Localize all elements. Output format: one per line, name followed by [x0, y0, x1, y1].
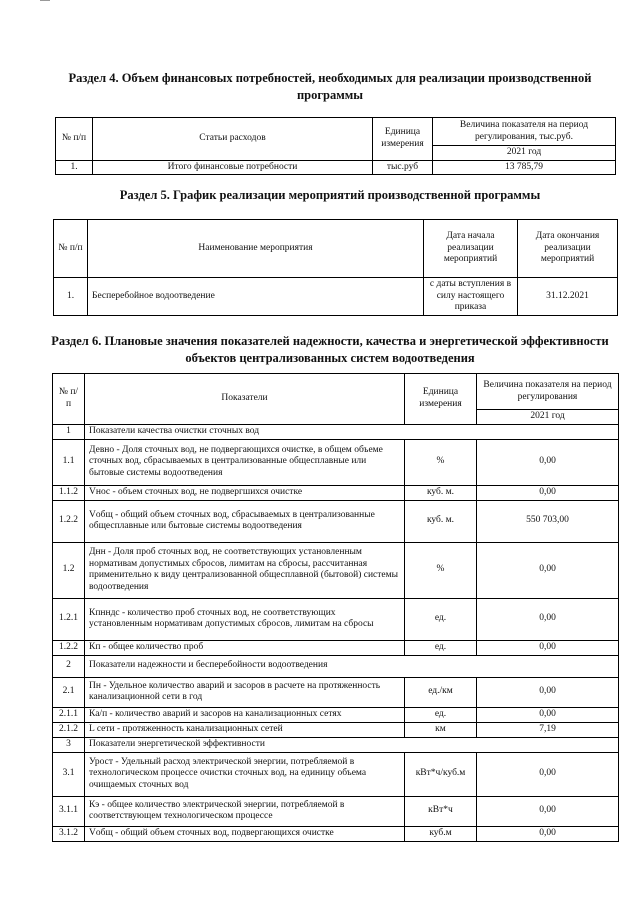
- s6-row-num: 1: [53, 424, 85, 439]
- s6-header-year: 2021 год: [477, 410, 619, 425]
- s6-row-text: Пн - Удельное количество аварий и засоров в расчете на протяженность канализационной сети в год: [85, 677, 405, 707]
- table-row: [53, 796, 619, 826]
- s6-row-num: 3.1: [53, 752, 85, 796]
- table-row: [54, 278, 618, 316]
- s4-row-unit: тыс.руб: [373, 160, 433, 175]
- s6-row-num: 1.2.2: [53, 640, 85, 655]
- scan-mark: [40, 0, 50, 2]
- table-row: [53, 677, 619, 707]
- s4-header-num: № п/п: [56, 118, 93, 161]
- s6-row-value: 0,00: [477, 677, 619, 707]
- s6-row-value: 0,00: [477, 796, 619, 826]
- s6-header-value: Величина показателя на период регулирования: [477, 374, 619, 410]
- s6-row-text: Vобщ - общий объем сточных вод, подвергающихся очистке: [85, 826, 405, 841]
- s5-row-end: 31.12.2021: [518, 278, 618, 316]
- s6-row-num: 1.1.2: [53, 485, 85, 500]
- s5-row-name: Бесперебойное водоотведение: [88, 278, 424, 316]
- s6-row-unit: куб. м.: [405, 485, 477, 500]
- s6-row-value: 0,00: [477, 707, 619, 722]
- table-row: [53, 500, 619, 542]
- table-row: [53, 826, 619, 841]
- s6-header-num: № п/п: [53, 374, 85, 425]
- section4-table: [55, 117, 616, 175]
- table-row: [53, 737, 619, 752]
- s6-row-text: Vнос - объем сточных вод, не подвергшихся очистке: [85, 485, 405, 500]
- s5-header-name: Наименование мероприятия: [88, 220, 424, 278]
- s6-row-num: 1.1: [53, 439, 85, 485]
- s6-row-text: Кп - общее количество проб: [85, 640, 405, 655]
- section5-title: Раздел 5. График реализации мероприятий производственной программы: [119, 188, 541, 202]
- s6-row-num: 2: [53, 655, 85, 677]
- table-row: [56, 160, 616, 175]
- s6-row-unit: %: [405, 439, 477, 485]
- s6-row-text: Урост - Удельный расход электрической энергии, потребляемой в технологическом процессе очистки сточных вод, на единицу объема очищаемых сточных вод: [85, 752, 405, 796]
- s6-row-value: 0,00: [477, 485, 619, 500]
- s6-row-value: 7,19: [477, 722, 619, 737]
- s6-row-num: 1.2.2: [53, 500, 85, 542]
- table-row: [53, 598, 619, 640]
- s4-header-value: Величина показателя на период регулирования, тыс.руб.: [433, 118, 616, 146]
- table-row: [53, 752, 619, 796]
- s6-row-value: 0,00: [477, 752, 619, 796]
- s6-row-unit: куб. м.: [405, 500, 477, 542]
- table-row: [53, 707, 619, 722]
- s6-row-value: 0,00: [477, 439, 619, 485]
- s5-header-end: Дата окончания реализации мероприятий: [518, 220, 618, 278]
- s5-header-start: Дата начала реализации мероприятий: [424, 220, 518, 278]
- table-row: [53, 640, 619, 655]
- s6-row-unit: %: [405, 542, 477, 598]
- table-row: [53, 542, 619, 598]
- s6-row-unit: км: [405, 722, 477, 737]
- s6-row-value: 550 703,00: [477, 500, 619, 542]
- s5-row-num: 1.: [54, 278, 88, 316]
- section6-table: [52, 373, 619, 842]
- s6-row-unit: ед.: [405, 598, 477, 640]
- s6-row-text: Днн - Доля проб сточных вод, не соответствующих установленным нормативам допустимых сбросов, лимитам на сбросы, рассчитанная применительно к виду централизованной общесплавной (бытовой) системы водоотведения: [85, 542, 405, 598]
- s4-header-unit: Единица измерения: [373, 118, 433, 161]
- section6-title: Раздел 6. Плановые значения показателей надежности, качества и энергетической эффективности объектов централизованных систем водоотведения: [51, 334, 609, 365]
- s6-row-text: Показатели качества очистки сточных вод: [85, 424, 619, 439]
- s6-row-text: Девно - Доля сточных вод, не подвергающихся очистке, в общем объеме сточных вод, сбрасываемых в централизованные общесплавные или бытовые системы водоотведения: [85, 439, 405, 485]
- s6-row-text: Ка/п - количество аварий и засоров на канализационных сетях: [85, 707, 405, 722]
- s6-row-text: Показатели надежности и бесперебойности водоотведения: [85, 655, 619, 677]
- s6-row-text: L сети - протяженность канализационных сетей: [85, 722, 405, 737]
- s6-row-unit: кВт*ч: [405, 796, 477, 826]
- section5-table: [53, 219, 618, 316]
- s6-row-num: 3: [53, 737, 85, 752]
- s6-row-unit: куб.м: [405, 826, 477, 841]
- s6-row-num: 1.2.1: [53, 598, 85, 640]
- s6-header-unit: Единица измерения: [405, 374, 477, 425]
- s6-row-num: 2.1.2: [53, 722, 85, 737]
- s6-row-value: 0,00: [477, 640, 619, 655]
- s6-row-unit: кВт*ч/куб.м: [405, 752, 477, 796]
- table-row: [53, 485, 619, 500]
- table-row: [53, 655, 619, 677]
- table-row: [53, 722, 619, 737]
- s6-header-indicator: Показатели: [85, 374, 405, 425]
- s6-row-num: 3.1.1: [53, 796, 85, 826]
- s6-row-unit: ед./км: [405, 677, 477, 707]
- s6-row-value: 0,00: [477, 598, 619, 640]
- s6-row-text: Кпнндс - количество проб сточных вод, не соответствующих установленным нормативам допустимых сбросов, лимитам на сбросы: [85, 598, 405, 640]
- s5-header-num: № п/п: [54, 220, 88, 278]
- s6-row-num: 2.1: [53, 677, 85, 707]
- s6-row-text: Vобщ - общий объем сточных вод, сбрасываемых в централизованные общесплавные или бытовые системы водоотведения: [85, 500, 405, 542]
- s4-row-value: 13 785,79: [433, 160, 616, 175]
- s6-row-num: 1.2: [53, 542, 85, 598]
- s6-row-text: Кэ - общее количество электрической энергии, потребляемой в соответствующем технологическом процессе: [85, 796, 405, 826]
- table-row: [53, 424, 619, 439]
- s4-header-item: Статьи расходов: [93, 118, 373, 161]
- s6-row-num: 2.1.1: [53, 707, 85, 722]
- table-row: [53, 439, 619, 485]
- s6-row-value: 0,00: [477, 826, 619, 841]
- s4-row-num: 1.: [56, 160, 93, 175]
- s4-header-year: 2021 год: [433, 146, 616, 161]
- s5-row-start: с даты вступления в силу настоящего приказа: [424, 278, 518, 316]
- s6-row-num: 3.1.2: [53, 826, 85, 841]
- section4-title: Раздел 4. Объем финансовых потребностей, необходимых для реализации производственной программы: [68, 71, 592, 102]
- s6-row-value: 0,00: [477, 542, 619, 598]
- s4-row-item: Итого финансовые потребности: [93, 160, 373, 175]
- s6-row-unit: ед.: [405, 640, 477, 655]
- s6-row-text: Показатели энергетической эффективности: [85, 737, 619, 752]
- s6-row-unit: ед.: [405, 707, 477, 722]
